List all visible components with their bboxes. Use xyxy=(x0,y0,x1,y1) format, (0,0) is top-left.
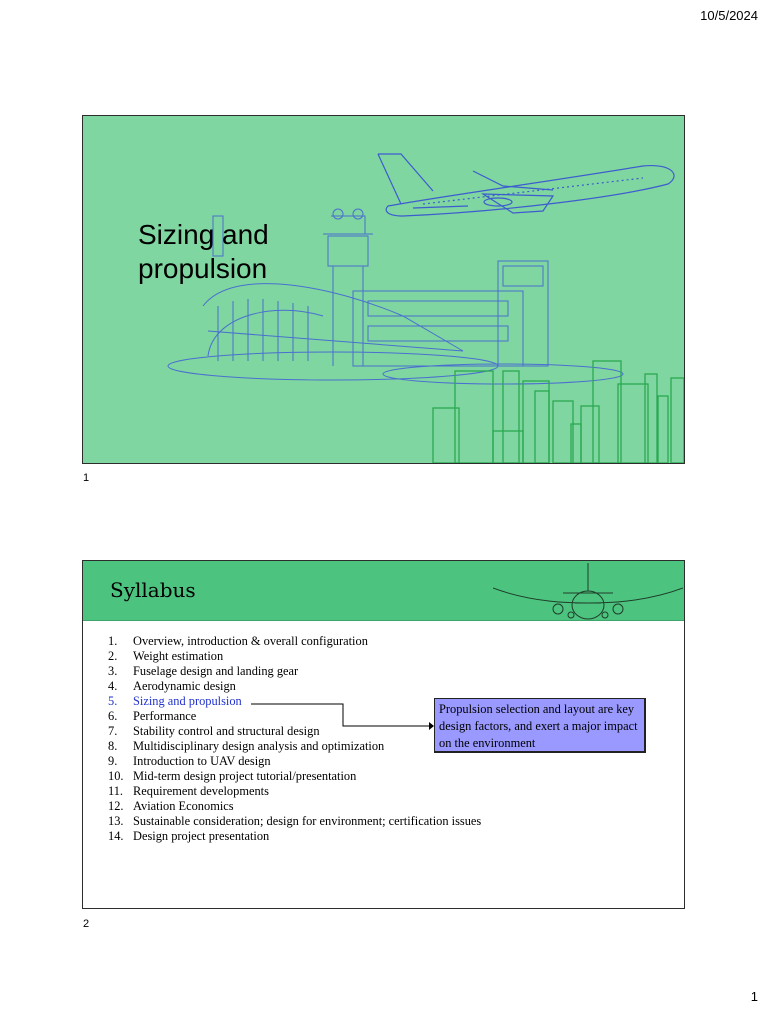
list-item: 14. Design project presentation xyxy=(108,829,270,843)
list-item: 9. Introduction to UAV design xyxy=(108,754,271,768)
list-item: 1. Overview, introduction & overall configuration xyxy=(108,634,368,648)
list-item: 6. Performance xyxy=(108,709,197,723)
list-item: 2. Weight estimation xyxy=(108,649,224,663)
list-item: 12. Aviation Economics xyxy=(108,799,234,813)
print-date: 10/5/2024 xyxy=(700,8,758,23)
list-item-highlighted: 5. Sizing and propulsion xyxy=(108,694,242,708)
slide-2-number: 2 xyxy=(83,918,90,930)
slide-2-title: Syllabus xyxy=(110,578,196,602)
list-item: 4. Aerodynamic design xyxy=(108,679,236,693)
slide-1-title: Sizing and propulsion xyxy=(138,219,269,284)
list-item: 7. Stability control and structural design xyxy=(108,724,320,738)
slide-1-title-slide xyxy=(82,115,685,464)
callout-box: Propulsion selection and layout are key design factors, and exert a major impact on the environment xyxy=(434,698,646,753)
slide-2-syllabus xyxy=(82,560,685,909)
list-item: 8. Multidisciplinary design analysis and optimization xyxy=(108,739,385,753)
list-item: 10. Mid-term design project tutorial/presentation xyxy=(108,769,357,783)
page-number: 1 xyxy=(750,989,758,1004)
list-item: 3. Fuselage design and landing gear xyxy=(108,664,299,678)
list-item: 13. Sustainable consideration; design for environment; certification issues xyxy=(108,814,482,828)
airport-illustration xyxy=(83,116,684,463)
list-item: 11. Requirement developments xyxy=(108,784,269,798)
slide-1-number: 1 xyxy=(83,472,90,484)
